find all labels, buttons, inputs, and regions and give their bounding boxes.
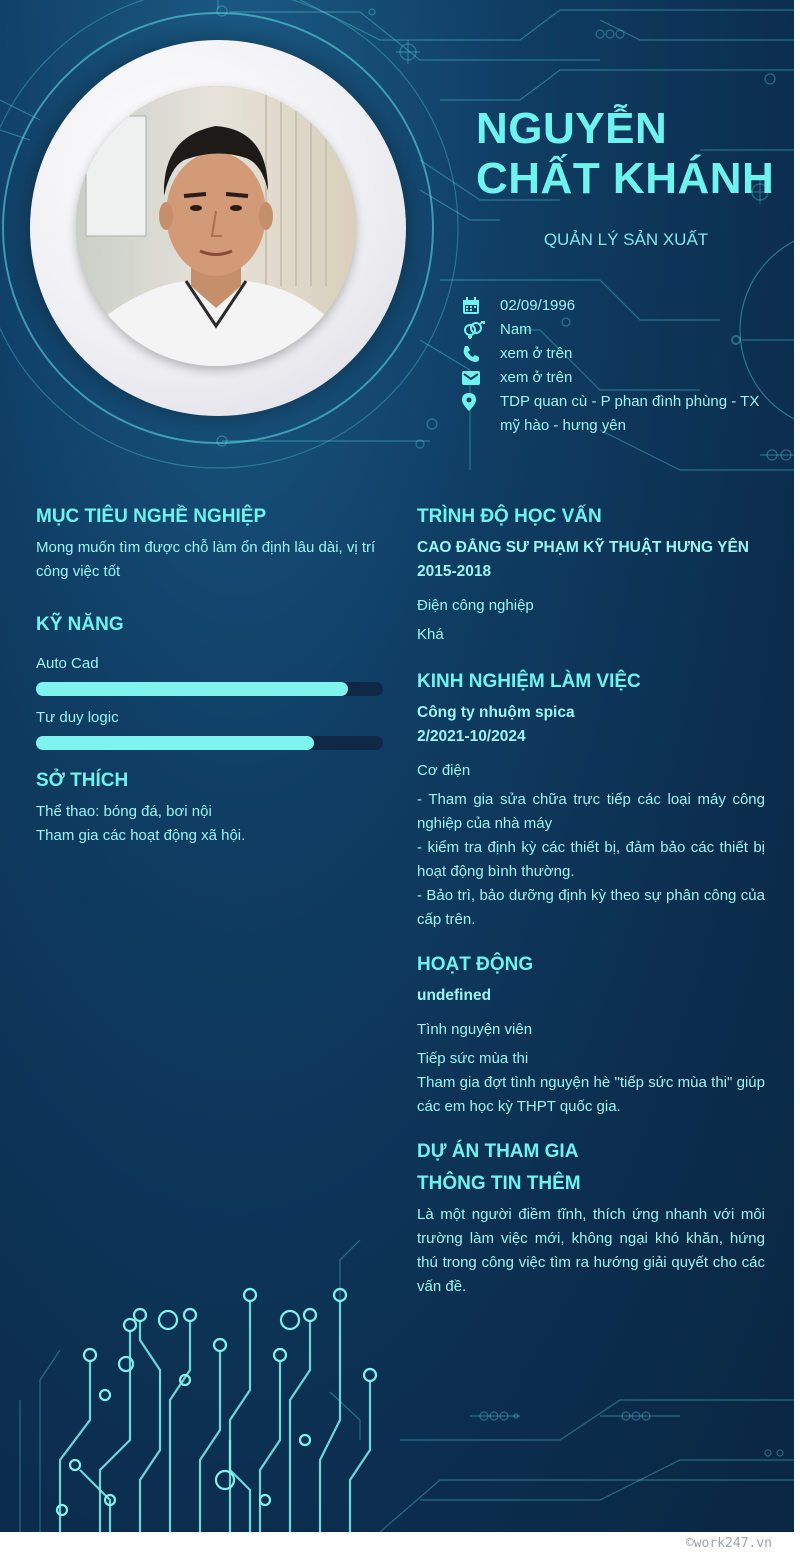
contact-phone — [462, 342, 782, 366]
objective-heading: MỤC TIÊU NGHỀ NGHIỆP — [36, 506, 267, 527]
projects-heading: DỰ ÁN THAM GIA — [417, 1141, 579, 1162]
contact-birthday — [462, 294, 782, 318]
contact-email — [462, 366, 782, 390]
activity-org: undefined — [417, 987, 492, 1004]
skill-bar-fill — [36, 736, 314, 750]
extra-text: Là một người điềm tĩnh, thích ứng nhanh với môi trường làm việc mới, không ngại khó khăn, hứng thú trong công việc tìm ra hướng giải quyết cho các vấn đề. — [417, 1206, 765, 1295]
extra-heading: THÔNG TIN THÊM — [417, 1173, 581, 1194]
contact-address — [462, 390, 782, 438]
phone-icon — [462, 342, 500, 366]
education-section — [417, 504, 765, 647]
education-period: 2015-2018 — [417, 563, 492, 580]
skill-bar — [36, 682, 383, 696]
hobby-line: Thể thao: bóng đá, bơi nội — [36, 803, 212, 820]
footer-strip — [0, 1532, 800, 1562]
contact-gender — [462, 318, 782, 342]
skill-name: Tư duy logic — [36, 709, 119, 726]
activity-description: Tham gia đợt tình nguyện hè "tiếp sức mùa thi" giúp các em học kỳ THPT quốc gia. — [417, 1074, 765, 1115]
map-pin-icon — [462, 390, 500, 414]
gender-value: Nam — [500, 321, 532, 338]
right-column — [417, 504, 765, 1299]
hobby-line: Tham gia các hoạt động xã hội. — [36, 827, 246, 844]
watermark: ©work247.vn — [685, 1536, 772, 1551]
skill-item — [36, 706, 384, 750]
address-value: TDP quan cù - P phan đình phùng - TX mỹ hào - hưng yên — [500, 393, 760, 434]
skills-heading: KỸ NĂNG — [36, 614, 124, 635]
experience-position: Cơ điện — [417, 762, 471, 779]
duty-line: - Tham gia sửa chữa trực tiếp các loại máy công nghiệp của nhà máy — [417, 791, 765, 832]
activity-event: Tiếp sức mùa thi — [417, 1050, 529, 1067]
phone-value: xem ở trên — [500, 345, 573, 362]
email-value: xem ở trên — [500, 369, 573, 386]
activity-role: Tình nguyện viên — [417, 1021, 533, 1038]
school-name: CAO ĐẲNG SƯ PHẠM KỸ THUẬT HƯNG YÊN — [417, 539, 750, 556]
birthday-value: 02/09/1996 — [500, 297, 576, 314]
skill-bar — [36, 736, 383, 750]
skill-item — [36, 652, 384, 696]
avatar-photo — [76, 86, 356, 366]
skill-name: Auto Cad — [36, 655, 99, 672]
left-column — [36, 504, 384, 848]
experience-period: 2/2021-10/2024 — [417, 728, 526, 745]
envelope-icon — [462, 366, 500, 390]
job-title: QUẢN LÝ SẢN XUẤT — [543, 230, 709, 249]
hobbies-section — [36, 768, 384, 848]
calendar-icon — [462, 294, 500, 318]
avatar — [76, 86, 356, 366]
experience-section — [417, 669, 765, 932]
education-grade: Khá — [417, 626, 444, 643]
candidate-name: NGUYỄN CHẤT KHÁNH — [476, 104, 775, 203]
skills-section — [36, 612, 384, 750]
duty-line: - kiểm tra định kỳ các thiết bị, đảm bảo các thiết bị hoạt động bình thường. — [417, 839, 765, 880]
experience-heading: KINH NGHIỆM LÀM VIỆC — [417, 671, 641, 692]
education-heading: TRÌNH ĐỘ HỌC VẤN — [417, 506, 602, 527]
objective-section — [36, 504, 384, 584]
activities-section — [417, 952, 765, 1119]
gender-icon — [462, 318, 500, 342]
company-name: Công ty nhuộm spica — [417, 704, 575, 721]
hobbies-heading: SỞ THÍCH — [36, 770, 129, 791]
extra-section — [417, 1171, 765, 1299]
objective-text: Mong muốn tìm được chỗ làm ổn định lâu dài, vị trí công việc tốt — [36, 539, 376, 580]
skill-bar-fill — [36, 682, 348, 696]
education-major: Điện công nghiệp — [417, 597, 534, 614]
contact-list — [462, 294, 782, 438]
projects-section — [417, 1139, 765, 1165]
page-edge — [794, 0, 800, 1532]
activities-heading: HOẠT ĐỘNG — [417, 954, 534, 975]
duty-line: - Bảo trì, bảo dưỡng định kỳ theo sự phân công của cấp trên. — [417, 887, 765, 928]
